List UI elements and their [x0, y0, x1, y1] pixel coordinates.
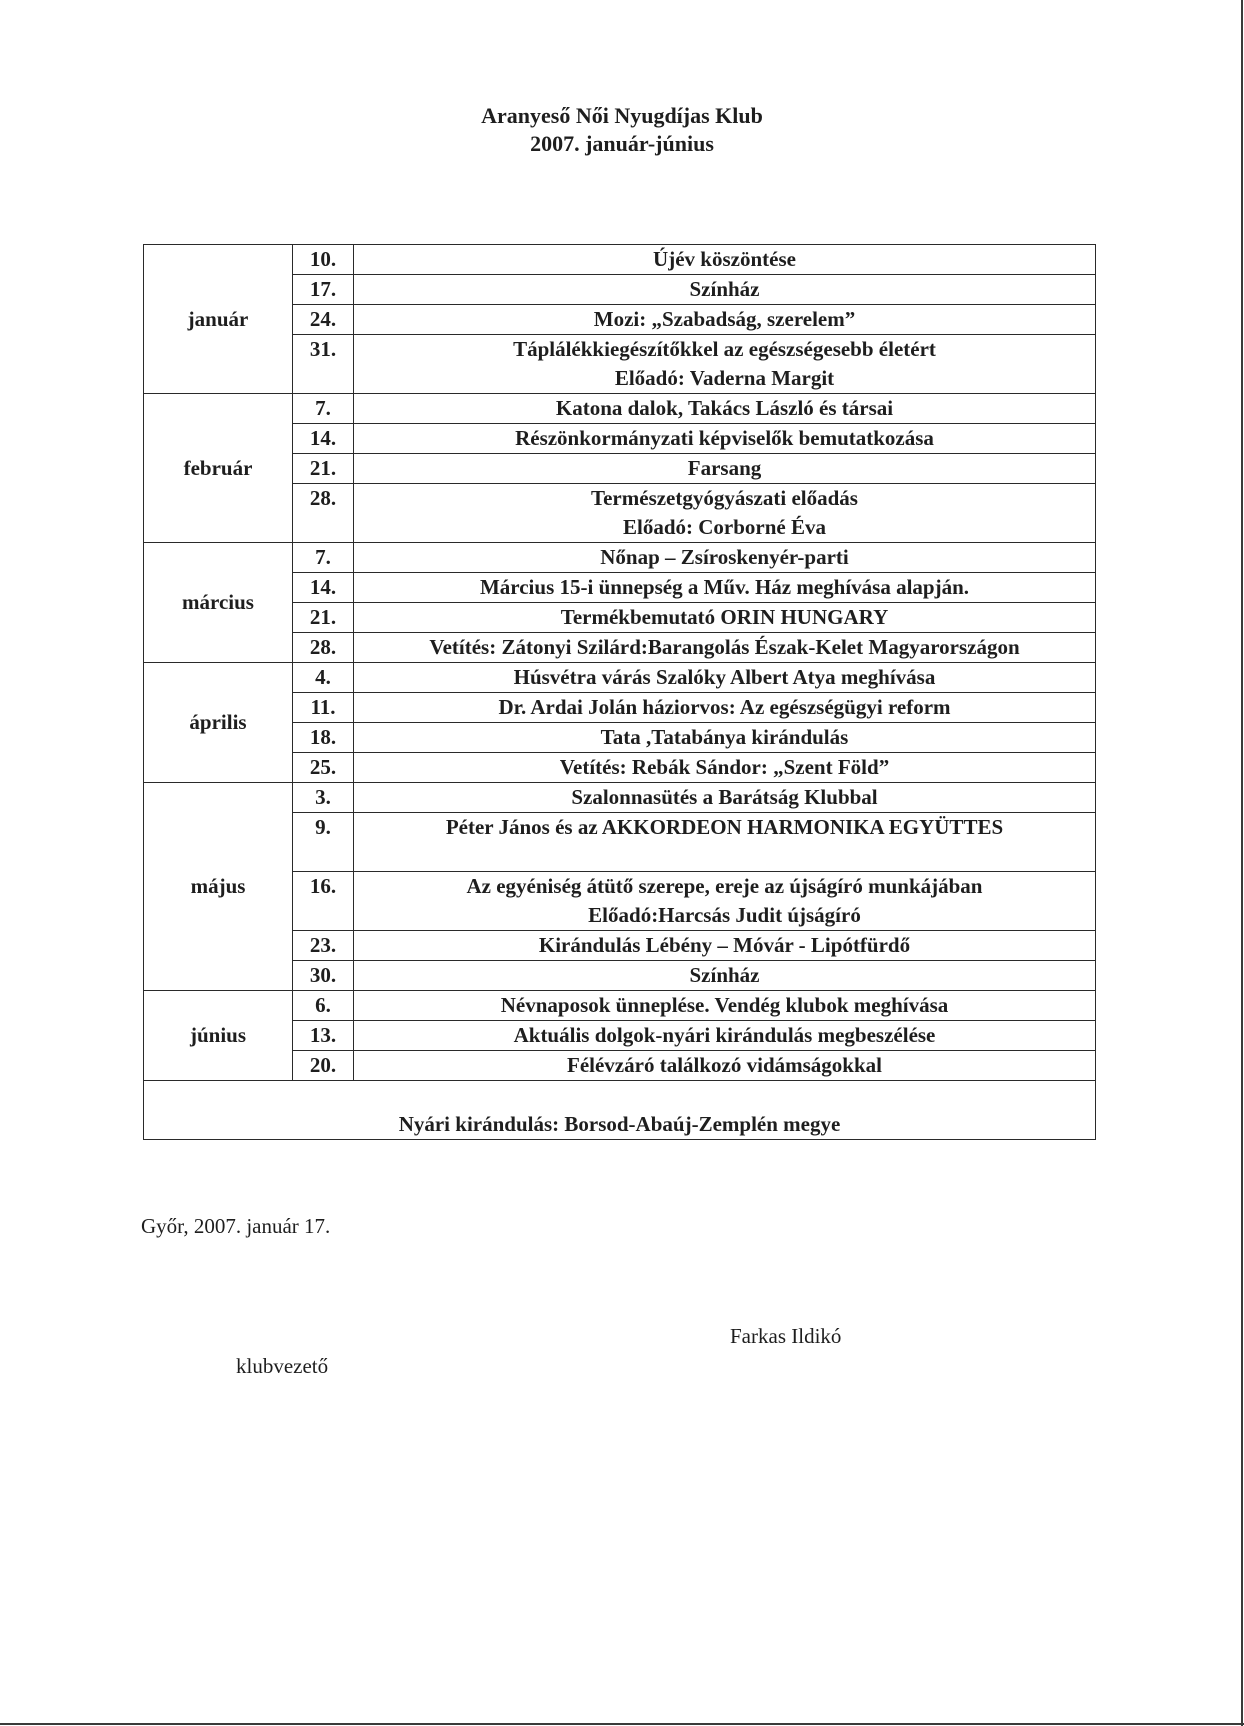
signer-role: klubvezető	[236, 1354, 329, 1378]
event-title: Aktuális dolgok-nyári kirándulás megbeszélése	[513, 1023, 936, 1047]
event-date: 9.	[293, 813, 354, 872]
event-date: 3.	[293, 783, 354, 813]
event-description	[354, 633, 1096, 663]
event-title: Kirándulás Lébény – Móvár - Lipótfürdő	[538, 933, 911, 957]
event-date: 31.	[293, 335, 354, 394]
event-title: Névnaposok ünneplése. Vendég klubok meghívása	[500, 993, 949, 1017]
event-detail: Előadó: Vaderna Margit	[614, 366, 835, 390]
event-date: 14.	[293, 573, 354, 603]
event-date: 16.	[293, 872, 354, 931]
event-title: Mozi: „Szabadság, szerelem”	[593, 307, 856, 331]
event-title: Termékbemutató ORIN HUNGARY	[560, 605, 889, 629]
event-date: 18.	[293, 723, 354, 753]
month-label: május	[144, 783, 293, 991]
event-description	[354, 1051, 1096, 1081]
event-title: Március 15-i ünnepség a Műv. Ház meghívása alapján.	[479, 575, 970, 599]
schedule-table	[143, 244, 1096, 1140]
event-description	[354, 275, 1096, 305]
event-description	[354, 991, 1096, 1021]
schedule-row	[144, 245, 1096, 275]
month-label: június	[144, 991, 293, 1081]
event-date: 30.	[293, 961, 354, 991]
event-title: Az egyéniség átütő szerepe, ereje az újságíró munkájában	[466, 874, 983, 898]
document-subtitle: 2007. január-június	[530, 131, 714, 156]
schedule-row	[144, 783, 1096, 813]
event-title: Vetítés: Rebák Sándor: „Szent Föld”	[559, 755, 890, 779]
event-description	[354, 424, 1096, 454]
event-description	[354, 723, 1096, 753]
place-and-date: Győr, 2007. január 17.	[141, 1214, 331, 1238]
event-description	[354, 394, 1096, 424]
event-description	[354, 1021, 1096, 1051]
month-label: február	[144, 394, 293, 543]
event-date: 17.	[293, 275, 354, 305]
event-title: Félévzáró találkozó vidámságokkal	[567, 1053, 882, 1077]
schedule-row	[144, 991, 1096, 1021]
signer-name: Farkas Ildikó	[730, 1324, 842, 1348]
event-title: Farsang	[687, 456, 762, 480]
event-date: 24.	[293, 305, 354, 335]
event-date: 4.	[293, 663, 354, 693]
event-title: Részönkormányzati képviselők bemutatkozása	[515, 426, 934, 450]
event-title: Újév köszöntése	[653, 247, 796, 271]
event-detail: Előadó:Harcsás Judit újságíró	[588, 903, 861, 927]
event-description	[354, 693, 1096, 723]
schedule-row	[144, 663, 1096, 693]
event-description	[354, 573, 1096, 603]
schedule-row	[144, 394, 1096, 424]
month-label: március	[144, 543, 293, 663]
event-date: 6.	[293, 991, 354, 1021]
event-date: 13.	[293, 1021, 354, 1051]
event-description	[354, 543, 1096, 573]
schedule-body	[144, 245, 1096, 1081]
footer-row	[144, 1081, 1096, 1140]
event-description	[354, 872, 1096, 931]
event-description	[354, 305, 1096, 335]
event-date: 21.	[293, 454, 354, 484]
event-date: 28.	[293, 633, 354, 663]
event-description	[354, 753, 1096, 783]
event-title: Vetítés: Zátonyi Szilárd:Barangolás Észak-Kelet Magyarországon	[429, 635, 1020, 659]
summer-trip-note: Nyári kirándulás: Borsod-Abaúj-Zemplén megye	[144, 1081, 1096, 1140]
event-title: Táplálékkiegészítőkkel az egészségesebb életért	[513, 337, 936, 361]
event-date: 7.	[293, 543, 354, 573]
event-date: 20.	[293, 1051, 354, 1081]
event-description	[354, 961, 1096, 991]
event-title: Nőnap – Zsíroskenyér-parti	[600, 545, 849, 569]
event-title: Katona dalok, Takács László és társai	[555, 396, 894, 420]
event-description	[354, 783, 1096, 813]
event-date: 23.	[293, 931, 354, 961]
event-title: Természetgyógyászati előadás	[591, 486, 858, 510]
event-date: 25.	[293, 753, 354, 783]
event-description	[354, 603, 1096, 633]
event-date: 14.	[293, 424, 354, 454]
event-title: Színház	[689, 963, 760, 987]
event-detail: Előadó: Corborné Éva	[622, 515, 826, 539]
month-label: április	[144, 663, 293, 783]
event-title: Színház	[689, 277, 760, 301]
event-description	[354, 813, 1096, 872]
event-description	[354, 663, 1096, 693]
event-detail	[354, 842, 1095, 871]
event-date: 11.	[293, 693, 354, 723]
event-description	[354, 335, 1096, 394]
event-description	[354, 484, 1096, 543]
event-date: 7.	[293, 394, 354, 424]
event-description	[354, 931, 1096, 961]
event-title: Szalonnasütés a Barátság Klubbal	[571, 785, 878, 809]
month-label: január	[144, 245, 293, 394]
event-description	[354, 245, 1096, 275]
page-edge-bottom	[0, 1723, 1244, 1725]
page-edge-right	[1241, 0, 1243, 1726]
event-date: 21.	[293, 603, 354, 633]
event-title: Tata ,Tatabánya kirándulás	[600, 725, 849, 749]
document-title: Aranyeső Női Nyugdíjas Klub	[481, 103, 763, 128]
event-title: Péter János és az AKKORDEON HARMONIKA EGYÜTTES	[445, 815, 1004, 839]
event-date: 10.	[293, 245, 354, 275]
event-date: 28.	[293, 484, 354, 543]
event-title: Dr. Ardai Jolán háziorvos: Az egészségügyi reform	[498, 695, 951, 719]
event-title: Húsvétra várás Szalóky Albert Atya meghívása	[513, 665, 936, 689]
schedule-row	[144, 543, 1096, 573]
event-description	[354, 454, 1096, 484]
